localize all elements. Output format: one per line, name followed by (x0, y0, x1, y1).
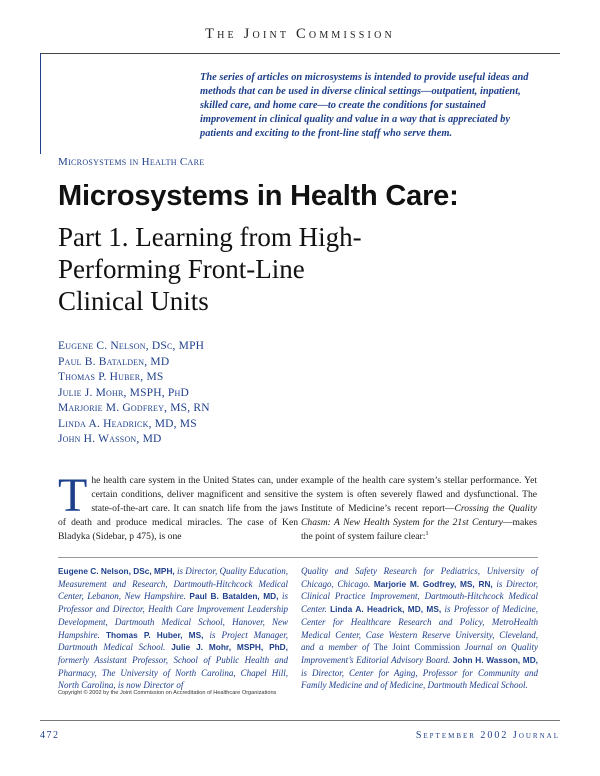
subtitle-line: Performing Front-Line (58, 254, 305, 284)
drop-cap: T (58, 469, 88, 522)
affiliation-text: is Director, Center for Aging, Professor for Community and Family Medicine and of Medicine, Dartmouth Medical School. (301, 667, 538, 691)
affiliation-text: is Professor of Medicine, Center for Healthcare Research and Policy, MetroHealth Medical Center, Case Western Reserve University, Cleveland, and a member of (301, 604, 539, 653)
affiliation-text: Journal on Quality Improvement’s Editorial Advisory Board. (301, 642, 538, 665)
affiliation-text: formerly Assistant Professor, School of Public Health and Pharmacy, The University of North Carolina, Chapel Hill, North Carolina, is now Director of (58, 654, 288, 691)
copyright-notice: Copyright © 2002 by the Joint Commission on Accreditation of Healthcare Organizations (58, 690, 277, 696)
author: Paul B. Batalden, MD (58, 355, 170, 368)
affiliation-name: Paul B. Batalden, MD, (189, 591, 279, 602)
affiliation-name: Linda A. Headrick, MD, MS, (330, 604, 442, 615)
affiliation-name: Eugene C. Nelson, DSc, MPH, (58, 566, 175, 576)
body-column-right (301, 474, 537, 544)
section-label: Microsystems in Health Care (58, 156, 205, 168)
footnote-ref: 1 (425, 529, 429, 537)
intro-rule (40, 53, 41, 154)
author: Julie J. Mohr, MSPH, PhD (58, 386, 190, 399)
report-title: Crossing the Quality Chasm: A New Health System for the 21st Century (301, 503, 537, 528)
affiliation-name: Thomas P. Huber, MS, (105, 629, 204, 640)
footer-date: September 2002 Journal (415, 730, 560, 741)
author: Thomas P. Huber, MS (58, 371, 164, 383)
affiliations-left (58, 565, 288, 692)
author: Marjorie M. Godfrey, MS, RN (58, 402, 210, 414)
affiliation-text: is Project Manager, Dartmouth Medical School. (58, 629, 288, 653)
author: John H. Wasson, MD (58, 433, 162, 445)
body-text: he health care system in the United States can, under certain conditions, deliver magnificent and sensitive state-of-the-art care. It can snatch life from the jaws of death and produce medical miracles. The case of Ken Bladyka (Sidebar, p 475), is one (58, 475, 298, 542)
author: Linda A. Headrick, MD, MS (58, 417, 197, 430)
article-title: Microsystems in Health Care: (58, 180, 459, 212)
body-text: example of the health care system’s stellar performance. Yet the system is often severely flawed and dysfunctional. The Institute of Medicine’s recent report— (301, 475, 537, 514)
author: Eugene C. Nelson, DSc, MPH (58, 340, 205, 352)
journal-name: The Joint Commission (373, 642, 460, 653)
affiliation-text: Quality and Safety Research for Pediatrics, University of Chicago, Chicago. (301, 566, 538, 589)
affiliation-rule (58, 557, 538, 558)
footer-rule (40, 720, 560, 721)
journal-header: The Joint Commission (205, 26, 395, 42)
affiliation-text: is Director, Clinical Practice Improvement, Dartmouth-Hitchcock Medical Center. (301, 578, 538, 615)
body-text: —makes the point of system failure clear: (301, 517, 537, 542)
affiliation-text: is Director, Quality Education, Measurement and Research, Dartmouth-Hitchcock Medical Center, Lebanon, New Hampshire. (58, 566, 289, 602)
author-list (58, 339, 378, 448)
page-number: 472 (40, 730, 60, 741)
subtitle-line: Clinical Units (58, 286, 209, 316)
series-intro: The series of articles on microsystems is intended to provide useful ideas and methods that can be used in diverse clinical settings—outpatient, inpatient, skilled care, and home care—to create the conditions for sustained improvement in clinical quality and value in a way that is appreciated by patients and exciting to the front-line staff who serve them. (200, 72, 529, 139)
body-column-left (58, 469, 298, 544)
header-rule (40, 53, 560, 54)
article-subtitle (58, 221, 478, 317)
affiliation-name: John H. Wasson, MD, (452, 654, 538, 665)
affiliation-text: is Professor and Director, Health Care Improvement Leadership Development, Dartmouth Medical School, Hanover, New Hampshire. (58, 591, 288, 640)
subtitle-line: Part 1. Learning from High- (58, 222, 362, 252)
affiliation-name: Marjorie M. Godfrey, MS, RN, (373, 578, 493, 589)
affiliations-right (301, 565, 538, 692)
affiliation-name: Julie J. Mohr, MSPH, PhD, (171, 642, 288, 653)
